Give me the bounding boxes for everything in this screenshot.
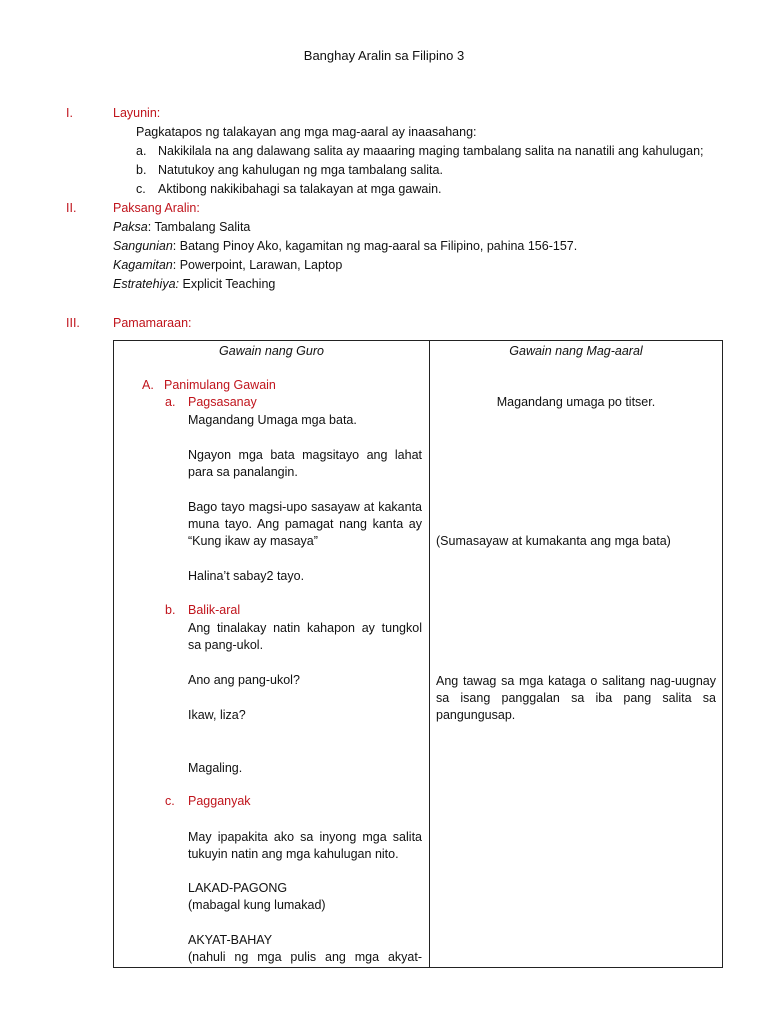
teacher-line: Magandang Umaga mga bata. bbox=[188, 413, 357, 427]
field-label: Kagamitan bbox=[113, 258, 173, 272]
section-heading-procedure: Pamamaraan: bbox=[113, 316, 192, 330]
sub-letter: c. bbox=[165, 794, 175, 808]
sub-heading: Pagsasanay bbox=[188, 395, 257, 409]
objective-letter: a. bbox=[136, 144, 147, 158]
section-heading-subject: Paksang Aralin: bbox=[113, 201, 200, 215]
subject-field bbox=[113, 239, 577, 253]
objectives-intro: Pagkatapos ng talakayan ang mga mag-aaral ay inaasahang: bbox=[136, 125, 477, 139]
section-numeral-procedure: III. bbox=[66, 316, 80, 330]
teacher-activity-column bbox=[114, 341, 430, 968]
section-heading-objectives: Layunin: bbox=[113, 106, 161, 120]
teacher-column-header: Gawain nang Guro bbox=[219, 344, 324, 358]
sub-heading: Pagganyak bbox=[188, 794, 251, 808]
document-title: Banghay Aralin sa Filipino 3 bbox=[303, 48, 465, 63]
student-line: (Sumasayaw at kumakanta ang mga bata) bbox=[436, 534, 671, 548]
teacher-line: Bago tayo magsi-upo sasayaw at kakanta muna tayo. Ang pamagat nang kanta ay “Kung ikaw ay masaya” bbox=[188, 500, 422, 548]
subject-field bbox=[113, 277, 275, 291]
teacher-line: Ngayon mga bata magsitayo ang lahat para sa panalangin. bbox=[188, 448, 422, 479]
student-activity-column bbox=[430, 341, 723, 968]
sub-heading: Balik-aral bbox=[188, 603, 241, 617]
field-value: Explicit Teaching bbox=[179, 277, 276, 291]
objective-letter: c. bbox=[136, 182, 146, 196]
subject-field bbox=[113, 220, 250, 234]
compound-word-meaning: (nahuli ng mga pulis ang mga akyat- bbox=[188, 950, 422, 964]
compound-word: LAKAD-PAGONG bbox=[188, 881, 288, 895]
field-label: Estratehiya: bbox=[113, 277, 180, 291]
section-numeral-subject: II. bbox=[66, 201, 77, 215]
teacher-line: Ikaw, liza? bbox=[188, 708, 246, 722]
field-label: Sangunian bbox=[113, 239, 173, 253]
objective-letter: b. bbox=[136, 163, 147, 177]
compound-word: AKYAT-BAHAY bbox=[188, 933, 273, 947]
section-numeral-objectives: I. bbox=[66, 106, 73, 120]
student-line: Magandang umaga po titser. bbox=[496, 395, 656, 409]
objective-item: Aktibong nakikibahagi sa talakayan at mga gawain. bbox=[158, 182, 442, 196]
part-letter: A. bbox=[142, 378, 154, 392]
sub-letter: a. bbox=[165, 395, 176, 409]
teacher-line: Magaling. bbox=[188, 761, 243, 775]
objective-item: Nakikilala na ang dalawang salita ay maaaring maging tambalang salita na nanatili ang kahulugan; bbox=[158, 144, 704, 158]
compound-word-meaning: (mabagal kung lumakad) bbox=[188, 898, 326, 912]
field-value: : Batang Pinoy Ako, kagamitan ng mag-aaral sa Filipino, pahina 156-157. bbox=[172, 239, 578, 253]
field-label: Paksa bbox=[113, 220, 148, 234]
sub-letter: b. bbox=[165, 603, 176, 617]
student-line: Ang tawag sa mga kataga o salitang nag-uugnay sa isang panggalan sa iba pang salita sa pangungusap. bbox=[436, 674, 716, 722]
field-value: : Tambalang Salita bbox=[147, 220, 251, 234]
teacher-line: Ang tinalakay natin kahapon ay tungkol sa pang-ukol. bbox=[188, 621, 422, 652]
part-heading: Panimulang Gawain bbox=[164, 378, 276, 392]
field-value: : Powerpoint, Larawan, Laptop bbox=[172, 258, 343, 272]
teacher-line: Ano ang pang-ukol? bbox=[188, 673, 300, 687]
lesson-procedure-table bbox=[113, 340, 723, 968]
student-column-header: Gawain nang Mag-aaral bbox=[509, 344, 643, 358]
objective-item: Natutukoy ang kahulugan ng mga tambalang salita. bbox=[158, 163, 443, 177]
teacher-line: Halina’t sabay2 tayo. bbox=[188, 569, 305, 583]
teacher-line: May ipapakita ako sa inyong mga salita tukuyin natin ang mga kahulugan nito. bbox=[188, 830, 422, 861]
subject-field bbox=[113, 258, 342, 272]
